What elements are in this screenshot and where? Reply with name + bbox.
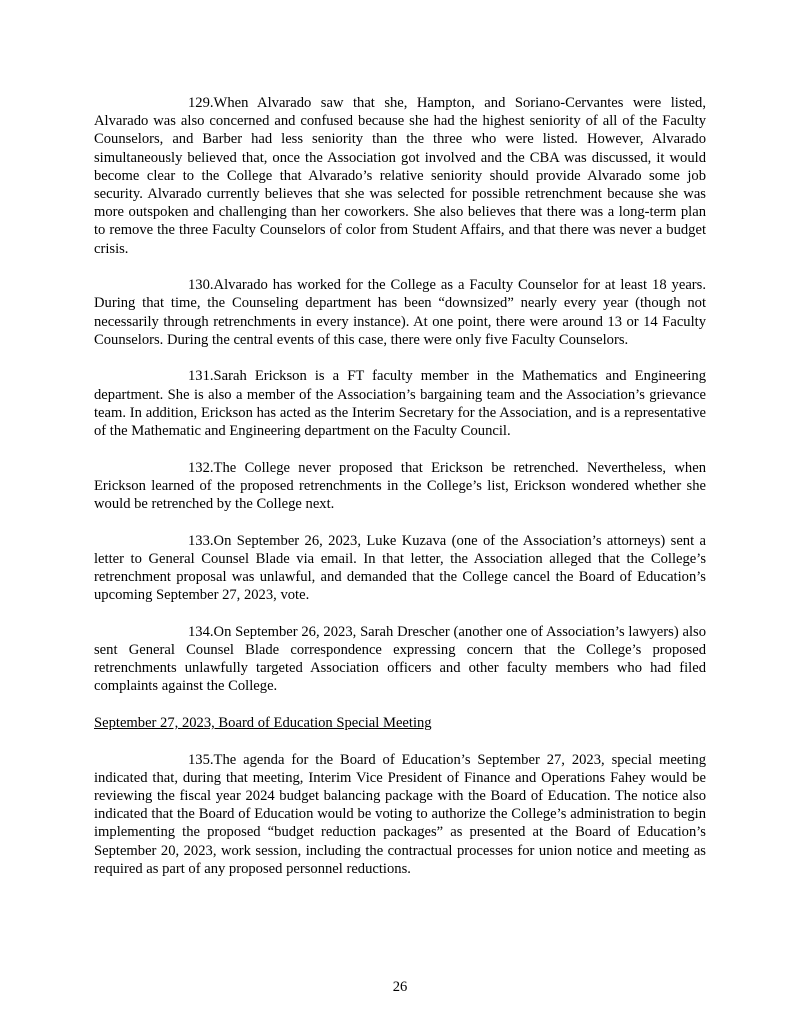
paragraph-text: When Alvarado saw that she, Hampton, and Soriano-Cervantes were listed, Alvarado was also concerned and confused because she had the highest seniority of all of the Faculty Counselors, and Barber had less seniority than the three who were listed. However, Alvarado simultaneously believed that, once the Association got involved and the CBA was discussed, it would become clear to the College that Alvarado’s relative seniority should provide Alvarado some job security. Alvarado currently believes that she was selected for possible retrenchment because she was more outspoken and challenging than her coworkers. She also believes that there was a long-term plan to remove the three Faculty Counselors of color from Student Affairs, and that there was never a budget crisis.: [94, 95, 706, 257]
paragraph-134: [94, 623, 706, 696]
page-number: 26: [392, 979, 408, 995]
paragraph-text: On September 26, 2023, Luke Kuzava (one of the Association’s attorneys) sent a letter to General Counsel Blade via email. In that letter, the Association alleged that the College’s retrenchment proposal was unlawful, and demanded that the College cancel the Board of Education’s upcoming September 27, 2023, vote.: [94, 532, 706, 604]
paragraph-number: 134.: [188, 623, 214, 640]
paragraph-text: The agenda for the Board of Education’s September 27, 2023, special meeting indicated that, during that meeting, Interim Vice President of Finance and Operations Fahey would be reviewing the fiscal year 2024 budget balancing package with the Board of Education. The notice also indicated that the Board of Education would be voting to authorize the College’s administration to begin implementing the proposed “budget reduction packages” as presented at the Board of Education’s September 20, 2023, work session, including the contractual processes for union notice and meeting as required as part of any proposed personnel reductions.: [94, 751, 706, 877]
paragraph-number: 129.: [188, 95, 214, 111]
paragraph-text: On September 26, 2023, Sarah Drescher (another one of Association’s lawyers) also sent General Counsel Blade correspondence expressing concern that the College’s proposed retrenchments unlawfully targeted Association officers and other faculty members who had filed complaints against the College.: [94, 623, 706, 695]
paragraph-135: [94, 751, 706, 878]
section-heading: September 27, 2023, Board of Education Special Meeting: [94, 715, 432, 732]
paragraph-131: [94, 367, 706, 440]
paragraph-number: 132.: [188, 459, 214, 476]
paragraph-133: [94, 532, 706, 605]
paragraph-text: The College never proposed that Erickson be retrenched. Nevertheless, when Erickson learned of the proposed retrenchments in the College’s list, Erickson wondered whether she would be retrenched by the College next.: [94, 459, 706, 513]
paragraph-text: Sarah Erickson is a FT faculty member in the Mathematics and Engineering department. She is also a member of the Association’s bargaining team and the Association’s grievance team. In addition, Erickson has acted as the Interim Secretary for the Association, and is a representative of the Mathematic and Engineering department on the Faculty Council.: [94, 368, 706, 440]
paragraph-number: 135.: [188, 751, 214, 768]
document-body: [94, 94, 706, 896]
paragraph-number: 133.: [188, 532, 214, 549]
paragraph-number: 130.: [188, 277, 214, 294]
paragraph-text: Alvarado has worked for the College as a Faculty Counselor for at least 18 years. During that time, the Counseling department has been “downsized” nearly every year (though not necessarily through retrenchments in every instance). At one point, there were around 13 or 14 Faculty Counselors. During the central events of this case, there were only five Faculty Counselors.: [94, 277, 706, 348]
paragraph-132: [94, 459, 706, 514]
paragraph-129: [94, 94, 706, 258]
paragraph-number: 131.: [188, 368, 214, 385]
paragraph-130: [94, 276, 706, 349]
